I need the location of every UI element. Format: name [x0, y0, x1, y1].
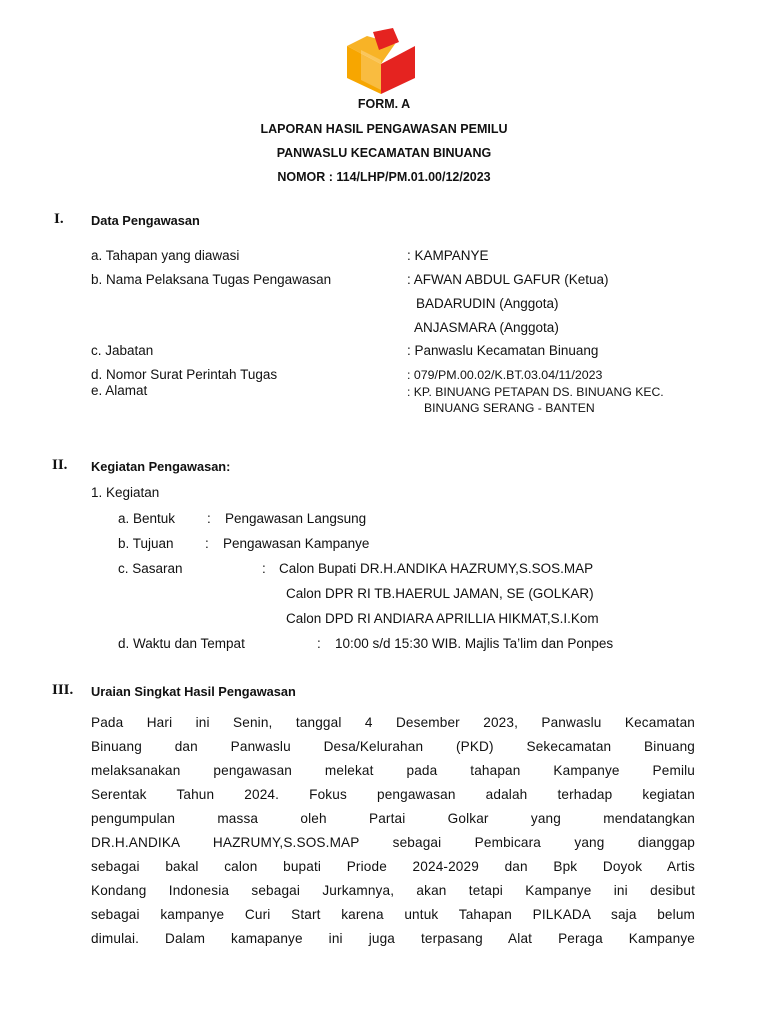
- report-number: NOMOR : 114/LHP/PM.01.00/12/2023: [277, 170, 491, 184]
- paragraph-line: DR.H.ANDIKA HAZRUMY,S.SOS.MAP sebagai Pembicara yang dianggap: [91, 835, 695, 850]
- sasaran-value: Calon DPR RI TB.HAERUL JAMAN, SE (GOLKAR): [286, 586, 594, 601]
- row-value: ANJASMARA (Anggota): [414, 320, 559, 335]
- waktu-label: d. Waktu dan Tempat: [118, 636, 245, 651]
- tujuan-value: Pengawasan Kampanye: [223, 536, 370, 551]
- paragraph-line: sebagai kampanye Curi Start karena untuk Tahapan PILKADA saja belum: [91, 907, 695, 922]
- tujuan-label: b. Tujuan: [118, 536, 174, 551]
- sasaran-value: Calon DPD RI ANDIARA APRILLIA HIKMAT,S.I.Kom: [286, 611, 599, 626]
- row-label: a. Tahapan yang diawasi: [91, 248, 240, 263]
- section-3-numeral: III.: [52, 682, 74, 698]
- sasaran-label: c. Sasaran: [118, 561, 183, 576]
- row-value: : Panwaslu Kecamatan Binuang: [407, 343, 599, 358]
- paragraph-line: dimulai. Dalam kamapanye ini juga terpasang Alat Peraga Kampanye: [91, 931, 695, 946]
- row-label: e. Alamat: [91, 383, 148, 398]
- bentuk-colon: :: [207, 511, 211, 526]
- paragraph-line: melaksanakan pengawasan melekat pada tahapan Kampanye Pemilu: [91, 763, 695, 778]
- paragraph-line: Pada Hari ini Senin, tanggal 4 Desember 2023, Panwaslu Kecamatan: [91, 715, 695, 730]
- report-subtitle: PANWASLU KECAMATAN BINUANG: [276, 146, 492, 160]
- activity-item: 1. Kegiatan: [91, 485, 160, 500]
- section-3-title: Uraian Singkat Hasil Pengawasan: [91, 684, 296, 699]
- row-label: c. Jabatan: [91, 343, 154, 358]
- row-value: : KP. BINUANG PETAPAN DS. BINUANG KEC.: [407, 385, 664, 399]
- bentuk-value: Pengawasan Langsung: [225, 511, 367, 526]
- row-value: : AFWAN ABDUL GAFUR (Ketua): [407, 272, 609, 287]
- waktu-value: 10:00 s/d 15:30 WIB. Majlis Ta’lim dan Ponpes: [335, 636, 614, 651]
- row-label: b. Nama Pelaksana Tugas Pengawasan: [91, 272, 332, 287]
- section-2-title: Kegiatan Pengawasan:: [91, 459, 231, 474]
- section-1-title: Data Pengawasan: [91, 213, 200, 228]
- bawaslu-logo-icon: [343, 28, 419, 98]
- summary-paragraph: [91, 711, 695, 951]
- paragraph-line: Serentak Tahun 2024. Fokus pengawasan adalah terhadap kegiatan: [91, 787, 695, 802]
- report-title: LAPORAN HASIL PENGAWASAN PEMILU: [260, 122, 508, 136]
- section-1-numeral: I.: [54, 211, 64, 227]
- row-value: BADARUDIN (Anggota): [416, 296, 559, 311]
- waktu-colon: :: [317, 636, 321, 651]
- sasaran-colon: :: [262, 561, 266, 576]
- paragraph-line: Kondang Indonesia sebagai Jurkamnya, akan tetapi Kampanye ini desibut: [91, 883, 695, 898]
- form-label: FORM. A: [357, 97, 411, 111]
- sasaran-value: Calon Bupati DR.H.ANDIKA HAZRUMY,S.SOS.MAP: [279, 561, 594, 576]
- row-value: : 079/PM.00.02/K.BT.03.04/11/2023: [407, 368, 603, 382]
- paragraph-line: sebagai bakal calon bupati Priode 2024-2029 dan Bpk Doyok Artis: [91, 859, 695, 874]
- row-value: BINUANG SERANG - BANTEN: [424, 401, 595, 415]
- paragraph-line: pengumpulan massa oleh Partai Golkar yang mendatangkan: [91, 811, 695, 826]
- row-value: : KAMPANYE: [407, 248, 489, 263]
- tujuan-colon: :: [205, 536, 209, 551]
- section-2-numeral: II.: [52, 457, 68, 473]
- bentuk-label: a. Bentuk: [118, 511, 176, 526]
- row-label: d. Nomor Surat Perintah Tugas: [91, 367, 278, 382]
- paragraph-line: Binuang dan Panwaslu Desa/Kelurahan (PKD) Sekecamatan Binuang: [91, 739, 695, 754]
